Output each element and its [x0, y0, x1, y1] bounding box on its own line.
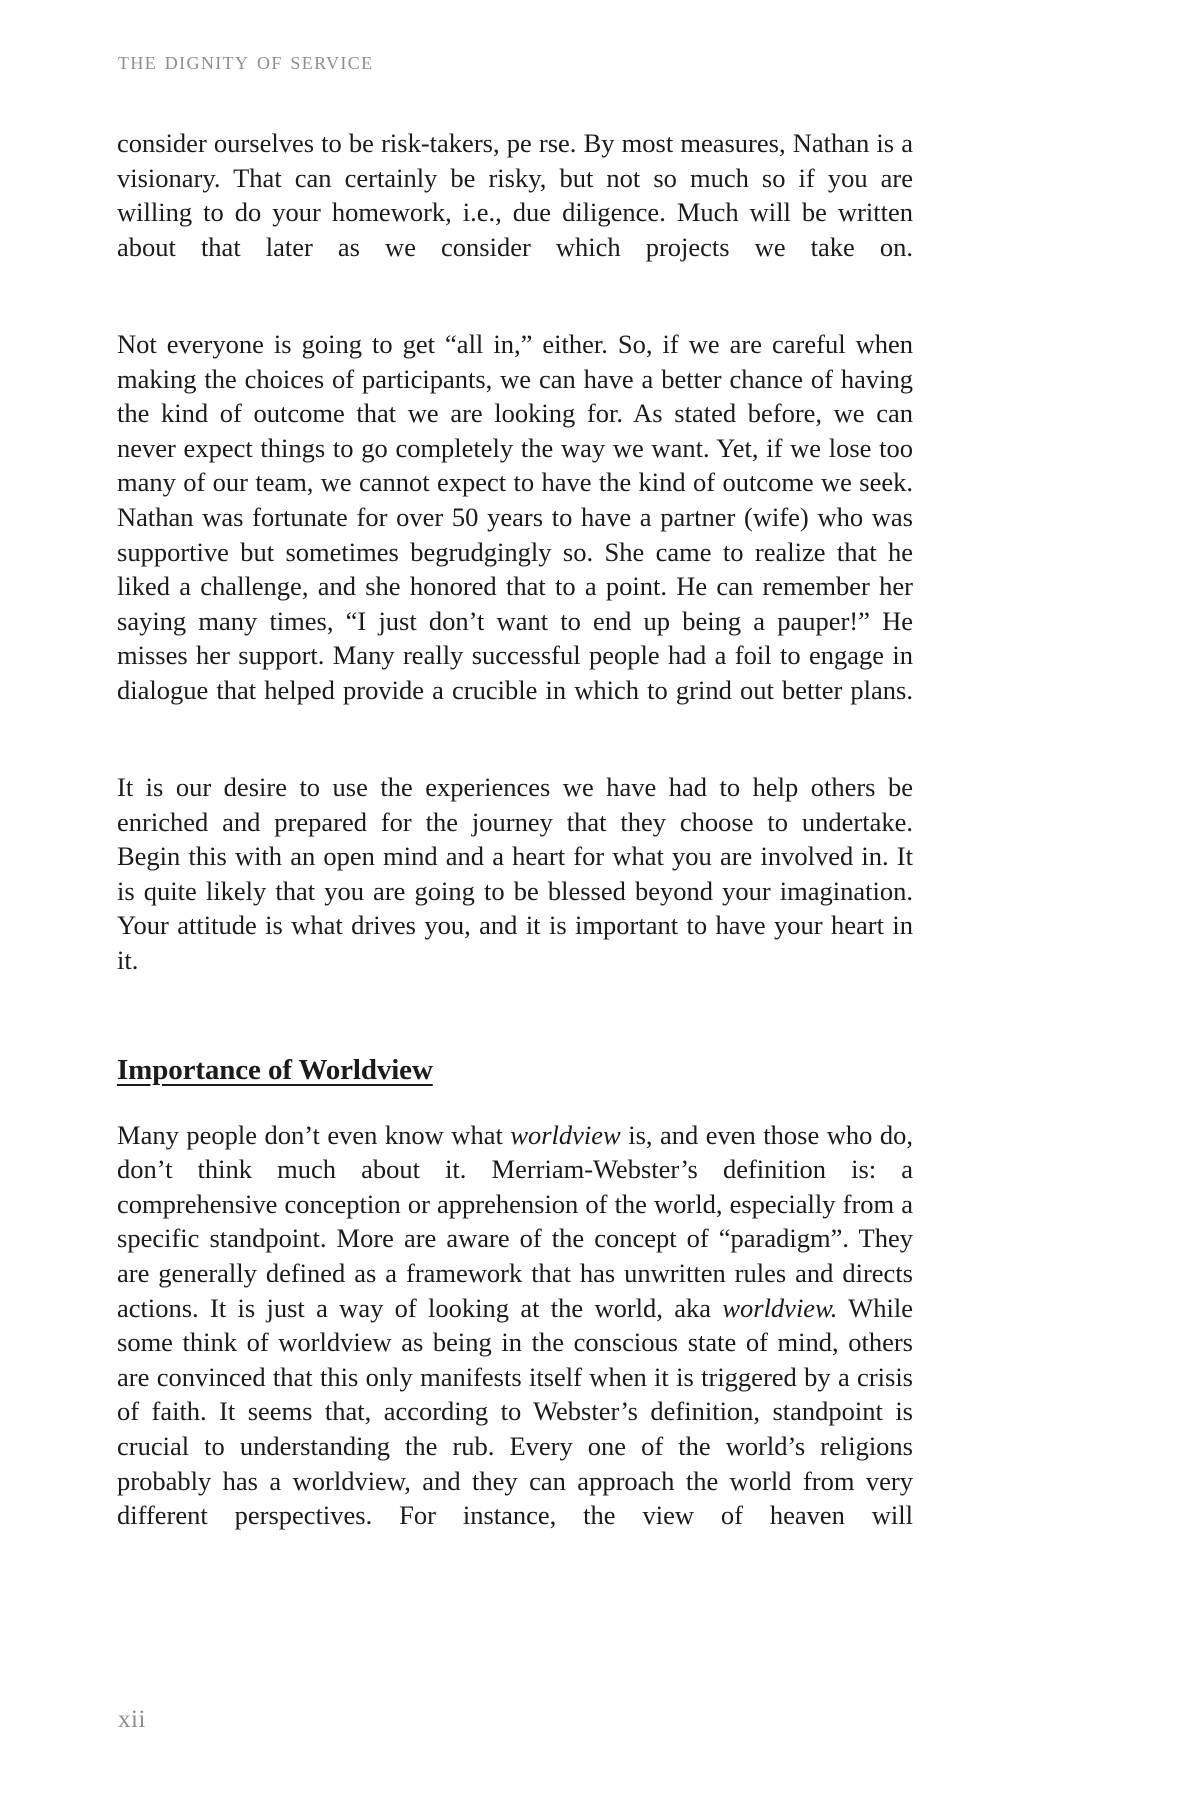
- italic-term-worldview: worldview.: [722, 1292, 838, 1323]
- paragraph-text-run: is, and even those who do, don’t think much about it. Merriam-Webster’s definition is: a comprehensive conception or apprehension of the world, especially from a specific standpoint. More are aware of the concept of “paradigm”. They are generally defined as a framework that has unwritten rules and directs actions. It is just a way of looking at the world, aka: [117, 1119, 913, 1323]
- paragraph-text-run: While some think of worldview as being in the conscious state of mind, others are convinced that this only manifests itself when it is triggered by a crisis of faith. It seems that, according to Webster’s definition, standpoint is crucial to understanding the rub. Every one of the world’s religions probably has a worldview, and they can approach the world from very different perspectives. For instance, the view of heaven will: [117, 1292, 913, 1531]
- body-paragraph: Not everyone is going to get “all in,” either. So, if we are careful when making the choices of participants, we can have a better chance of having the kind of outcome that we are looking for. As stated before, we can never expect things to go completely the way we want. Yet, if we lose too many of our team, we cannot expect to have the kind of outcome we seek. Nathan was fortunate for over 50 years to have a partner (wife) who was supportive but sometimes begrudgingly so. She came to realize that he liked a challenge, and she honored that to a point. He can remember her saying many times, “I just don’t want to end up being a pauper!” He misses her support. Many really successful people had a foil to engage in dialogue that helped provide a crucible in which to grind out better plans.: [117, 328, 913, 705]
- running-head: the dignity of service: [118, 48, 374, 75]
- body-paragraph: consider ourselves to be risk-takers, pe rse. By most measures, Nathan is a visionary. That can certainly be risky, but not so much so if you are willing to do your homework, i.e., due diligence. Much will be written about that later as we consider which projects we take on.: [117, 128, 913, 262]
- paragraph-text-run: Many people don’t even know what: [117, 1119, 511, 1150]
- italic-term-worldview: worldview: [510, 1119, 621, 1150]
- page-number: xii: [118, 1706, 146, 1733]
- text-column: [117, 126, 913, 1567]
- body-paragraph: It is our desire to use the experiences we have had to help others be enriched and prepared for the journey that they choose to undertake. Begin this with an open mind and a heart for what you are involved in. It is quite likely that you are going to be blessed beyond your imagination. Your attitude is what drives you, and it is important to have your heart in it.: [117, 772, 913, 976]
- section-heading: Importance of Worldview: [117, 1054, 433, 1087]
- body-paragraph: [117, 1118, 913, 1568]
